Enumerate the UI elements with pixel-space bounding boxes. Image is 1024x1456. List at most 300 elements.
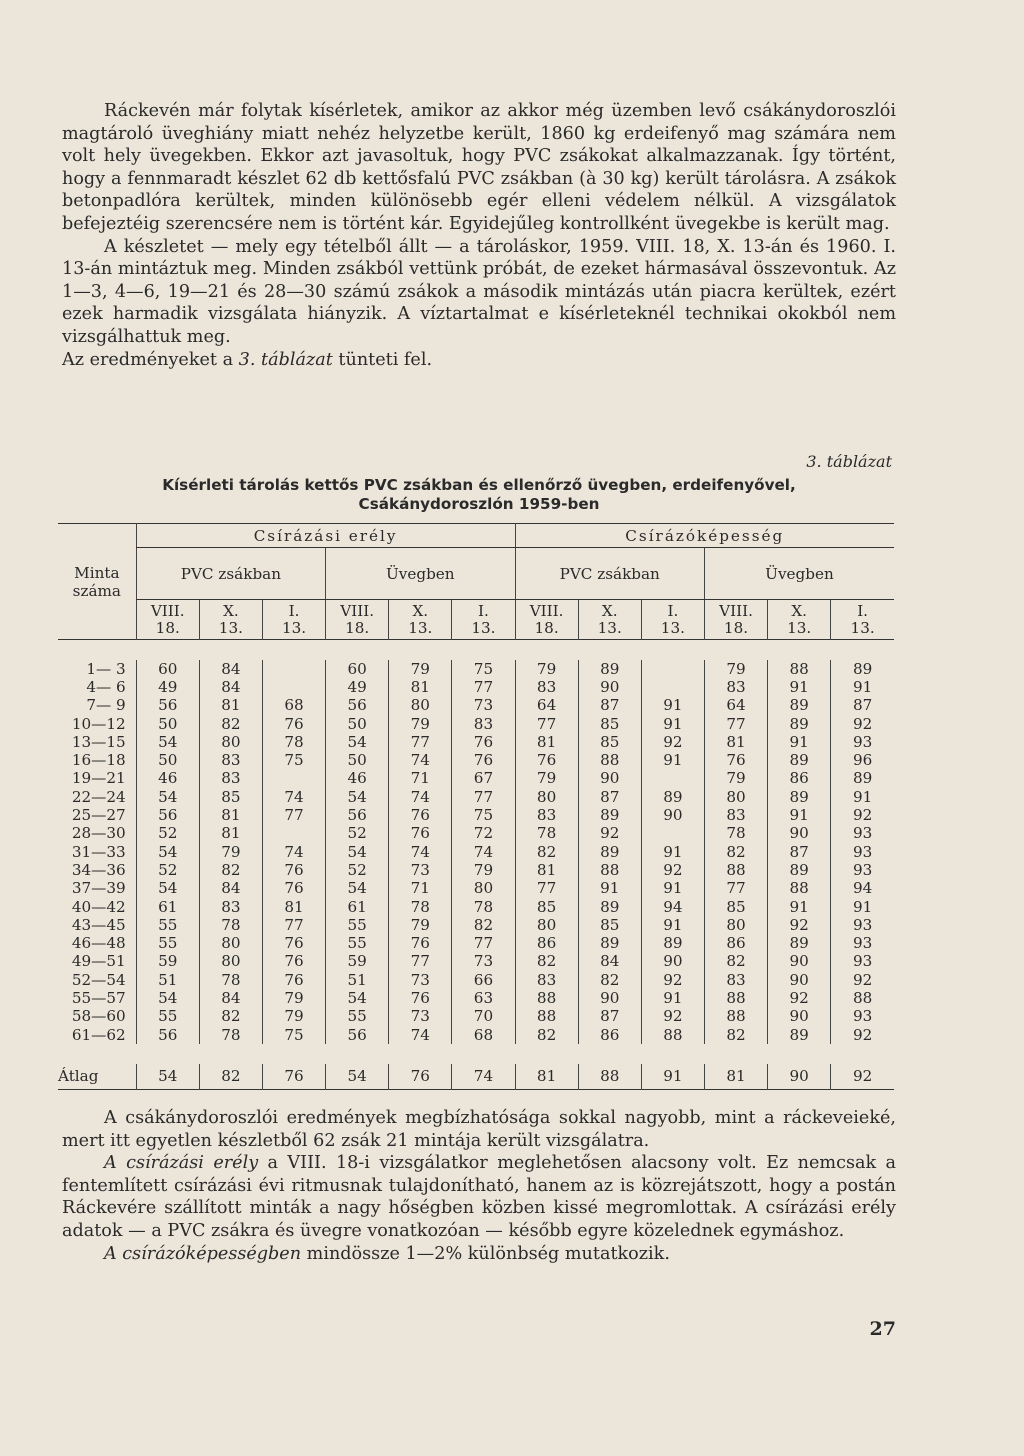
table-cell: 82 (704, 842, 767, 860)
table-cell: 78 (262, 733, 325, 751)
table-cell: 77 (389, 952, 452, 970)
table-cell: 87 (578, 788, 641, 806)
table-cell: 79 (389, 660, 452, 678)
header-date-month: VIII. (340, 601, 375, 620)
table-cell: 52 (326, 861, 389, 879)
table-cell: 78 (452, 897, 515, 915)
table-cell: 78 (199, 1025, 262, 1043)
row-label: 13—15 (71, 732, 126, 751)
table-cell: 79 (262, 1007, 325, 1025)
intro-text (62, 100, 896, 371)
table-cell: 55 (136, 916, 199, 934)
table-cell: 89 (578, 934, 641, 952)
table-cell: 87 (831, 696, 894, 714)
table-cell: 79 (515, 769, 578, 787)
table-cell: 83 (515, 678, 578, 696)
table-cell: 83 (704, 678, 767, 696)
table-cell: 54 (326, 842, 389, 860)
table-cell: 85 (515, 897, 578, 915)
table-cell: 92 (768, 989, 831, 1007)
table-cell: 92 (831, 714, 894, 732)
row-label: 49—51 (71, 952, 126, 971)
table-cell: 78 (389, 897, 452, 915)
table-cell: 90 (768, 952, 831, 970)
table-cell: 78 (199, 916, 262, 934)
table-cell: 51 (136, 971, 199, 989)
header-date-day: 13. (850, 618, 875, 637)
header-minta (58, 524, 136, 600)
table-cell: 88 (515, 1007, 578, 1025)
table-cell: 85 (199, 788, 262, 806)
table-row (58, 751, 894, 769)
table-cell: 84 (199, 678, 262, 696)
row-label: 19—21 (71, 769, 126, 788)
row-label: Átlag (58, 1067, 99, 1086)
table-cell: 46 (326, 769, 389, 787)
header-date-month: I. (667, 601, 679, 620)
header-date-day: 18. (155, 618, 180, 637)
table-caption-line-2: Csákánydoroszlón 1959-ben (358, 495, 600, 513)
table-cell: 56 (136, 696, 199, 714)
table-cell: 54 (136, 989, 199, 1007)
header-date-month: VIII. (719, 601, 753, 620)
table-cell: 82 (704, 1025, 767, 1043)
table-cell: 82 (515, 952, 578, 970)
table-row (58, 916, 894, 934)
table-cell: 52 (136, 861, 199, 879)
table-cell: 81 (515, 733, 578, 751)
table-cell: 71 (389, 879, 452, 897)
header-date-day: 18. (723, 618, 749, 637)
outro-p2-rest: a VIII. 18-i vizsgálatkor meglehetősen alacsony volt. Ez nemcsak a fentemlített csírázási évi ritmusnak tulajdonítható, hanem az is közrejátszott, hogy a postán Ráckevére szállított minták a nagy hőségben közben kissé megromlottak. A csírázási erély adatok — a PVC zsákra és üvegre vonatkozóan — később egyre közelednek egymáshoz. (62, 1153, 897, 1241)
table-cell: 54 (136, 733, 199, 751)
table-row (58, 1007, 894, 1025)
page-number: 27 (869, 1318, 896, 1340)
table-cell (641, 660, 704, 678)
table-cell: 89 (768, 788, 831, 806)
table-cell: 91 (831, 788, 894, 806)
table-cell: 54 (326, 733, 389, 751)
table-cell: 54 (136, 1064, 199, 1090)
table-row (58, 696, 894, 714)
table-cell: 64 (515, 696, 578, 714)
table-cell: 55 (136, 934, 199, 952)
table-cell: 91 (831, 678, 894, 696)
table-cell: 91 (578, 879, 641, 897)
row-label: 40—42 (71, 897, 126, 916)
header-date (578, 600, 641, 640)
header-date-day: 13. (408, 618, 433, 637)
header-date (199, 600, 262, 640)
table-cell: 90 (578, 678, 641, 696)
table-cell: 74 (262, 842, 325, 860)
table-cell: 83 (199, 751, 262, 769)
table-cell: 89 (578, 897, 641, 915)
table-row (58, 714, 894, 732)
table-row (58, 971, 894, 989)
header-minta-spacer (58, 600, 136, 640)
table-cell: 82 (199, 714, 262, 732)
table-cell: 92 (831, 971, 894, 989)
row-label: 25—27 (71, 806, 126, 825)
table-cell: 85 (578, 916, 641, 934)
table-cell: 93 (831, 916, 894, 934)
header-date (262, 600, 325, 640)
table-cell: 94 (831, 879, 894, 897)
header-date-month: I. (288, 601, 300, 620)
table-cell: 91 (831, 897, 894, 915)
table-row (58, 879, 894, 897)
header-date-day: 18. (534, 618, 559, 637)
table-cell: 74 (389, 751, 452, 769)
table-cell: 77 (704, 879, 767, 897)
table-cell: 89 (768, 714, 831, 732)
table-cell: 91 (641, 879, 704, 897)
row-label: 58—60 (71, 1007, 126, 1026)
table-cell: 56 (136, 1025, 199, 1043)
table-cell: 76 (452, 751, 515, 769)
row-label: 28—30 (71, 824, 126, 843)
table-cell: 84 (199, 989, 262, 1007)
table-header (58, 524, 894, 660)
header-date-month: X. (412, 601, 429, 620)
table-cell: 85 (578, 714, 641, 732)
table-cell: 81 (199, 806, 262, 824)
table-cell: 76 (262, 714, 325, 732)
table-cell: 54 (136, 879, 199, 897)
table-cell: 75 (452, 806, 515, 824)
table-cell: 75 (262, 1025, 325, 1043)
table-cell: 87 (578, 696, 641, 714)
table-row (58, 660, 894, 678)
table-cell: 92 (831, 1025, 894, 1043)
table-cell: 77 (704, 714, 767, 732)
table-cell: 77 (452, 678, 515, 696)
table-cell: 80 (199, 934, 262, 952)
table-cell: 90 (768, 971, 831, 989)
table-cell: 67 (452, 769, 515, 787)
table-cell: 78 (704, 824, 767, 842)
table-cell: 76 (389, 934, 452, 952)
table-cell: 76 (262, 971, 325, 989)
table-cell: 85 (704, 897, 767, 915)
table-cell: 59 (326, 952, 389, 970)
table-cell: 83 (199, 769, 262, 787)
table-cell: 76 (262, 861, 325, 879)
header-date (326, 600, 389, 640)
table-cell: 88 (578, 751, 641, 769)
table-cell: 74 (452, 1064, 515, 1090)
header-date (704, 600, 767, 640)
table-cell: 81 (704, 733, 767, 751)
table-cell: 82 (199, 1007, 262, 1025)
table-cell: 72 (452, 824, 515, 842)
table-cell: 54 (326, 788, 389, 806)
table-cell: 89 (831, 769, 894, 787)
table-cell: 86 (515, 934, 578, 952)
table-row (58, 824, 894, 842)
table-cell: 91 (641, 989, 704, 1007)
table-cell: 68 (452, 1025, 515, 1043)
table-cell: 80 (515, 916, 578, 934)
table-cell: 84 (578, 952, 641, 970)
table-cell: 93 (831, 824, 894, 842)
table-cell: 76 (262, 952, 325, 970)
table-cell: 80 (199, 733, 262, 751)
table-cell: 73 (452, 952, 515, 970)
table-cell: 89 (768, 934, 831, 952)
table-row (58, 1064, 894, 1090)
table-cell: 56 (326, 1025, 389, 1043)
table-cell: 56 (326, 806, 389, 824)
table-row (58, 806, 894, 824)
table-cell: 82 (199, 861, 262, 879)
header-date-month: X. (791, 601, 807, 620)
table-cell: 55 (136, 1007, 199, 1025)
header-date (768, 600, 831, 640)
header-sub-uveg-1: Üvegben (326, 548, 515, 600)
header-group-csirazasi-ereley: Csírázási erély (136, 524, 515, 548)
table-cell: 80 (199, 952, 262, 970)
table-row (58, 1025, 894, 1043)
table-row (58, 733, 894, 751)
table-cell: 96 (831, 751, 894, 769)
table-cell: 91 (641, 842, 704, 860)
outro-text (62, 1107, 896, 1265)
table-cell: 92 (831, 1064, 894, 1090)
table-cell (641, 678, 704, 696)
table-cell: 63 (452, 989, 515, 1007)
table-cell: 77 (452, 788, 515, 806)
table-cell: 91 (768, 806, 831, 824)
table-cell: 88 (704, 861, 767, 879)
table-cell: 76 (389, 1064, 452, 1090)
table-cell: 64 (704, 696, 767, 714)
table-cell: 52 (326, 824, 389, 842)
table-cell: 59 (136, 952, 199, 970)
header-minta-line-1: Minta (74, 563, 120, 582)
table-cell: 46 (136, 769, 199, 787)
table-cell: 74 (389, 842, 452, 860)
outro-paragraph-1: A csákánydoroszlói eredmények megbízhatósága sokkal nagyobb, mint a ráckeveieké, mert itt egyetlen készletből 62 zsák 21 mintája került vizsgálatra. (62, 1108, 896, 1151)
header-date-month: VIII. (150, 601, 185, 620)
row-label: 16—18 (71, 751, 126, 770)
header-sub-uveg-2: Üvegben (704, 548, 894, 600)
table-cell: 89 (578, 660, 641, 678)
table-cell: 82 (199, 1064, 262, 1090)
table-cell: 79 (199, 842, 262, 860)
header-date (641, 600, 704, 640)
table-cell: 91 (641, 714, 704, 732)
table-cell: 90 (768, 1007, 831, 1025)
table-cell: 80 (704, 916, 767, 934)
row-label: 61—62 (71, 1025, 126, 1044)
table-row (58, 934, 894, 952)
row-label: 10—12 (71, 714, 126, 733)
table-cell: 50 (136, 751, 199, 769)
table-cell: 74 (389, 1025, 452, 1043)
table-cell: 91 (768, 678, 831, 696)
table-cell: 74 (452, 842, 515, 860)
table-cell (262, 769, 325, 787)
table-cell (641, 824, 704, 842)
table-cell: 77 (389, 733, 452, 751)
table-cell: 89 (768, 751, 831, 769)
outro-paragraph-2 (62, 1152, 896, 1242)
table-cell: 78 (199, 971, 262, 989)
table-cell: 93 (831, 861, 894, 879)
table-cell: 54 (326, 879, 389, 897)
intro-p3-before: Az eredményeket a (62, 349, 239, 370)
table-cell: 87 (578, 1007, 641, 1025)
table-cell: 82 (515, 842, 578, 860)
table-cell: 60 (326, 660, 389, 678)
table-cell: 79 (704, 769, 767, 787)
table-cell: 79 (452, 861, 515, 879)
table-cell: 90 (578, 769, 641, 787)
table-cell: 83 (199, 897, 262, 915)
table-cell: 50 (136, 714, 199, 732)
table-cell: 92 (831, 806, 894, 824)
header-date-day: 13. (660, 618, 685, 637)
table-row (58, 678, 894, 696)
table-cell: 82 (704, 952, 767, 970)
row-label: 37—39 (71, 879, 126, 898)
row-label: 55—57 (71, 988, 126, 1007)
table-cell: 88 (831, 989, 894, 1007)
table-cell: 50 (326, 751, 389, 769)
header-minta-line-2: száma (72, 581, 121, 600)
table-cell: 80 (452, 879, 515, 897)
table-cell: 89 (831, 660, 894, 678)
table-body (58, 660, 894, 1092)
table-cell: 73 (389, 971, 452, 989)
table-cell: 92 (641, 971, 704, 989)
table-cell: 92 (641, 733, 704, 751)
table-cell: 83 (452, 714, 515, 732)
table-cell: 89 (768, 696, 831, 714)
header-date (389, 600, 452, 640)
table-cell: 83 (704, 806, 767, 824)
outro-paragraph-3 (62, 1243, 896, 1266)
header-date-month: VIII. (529, 601, 564, 620)
table-cell: 86 (704, 934, 767, 952)
header-date-day: 13. (218, 618, 243, 637)
table-cell: 73 (389, 1007, 452, 1025)
table-cell: 90 (578, 989, 641, 1007)
header-date-day: 13. (471, 618, 496, 637)
table-cell: 88 (578, 861, 641, 879)
table-cell: 54 (326, 989, 389, 1007)
table-cell: 88 (515, 989, 578, 1007)
table-row (58, 989, 894, 1007)
intro-paragraph-2: A készletet — mely egy tételből állt — a tároláskor, 1959. VIII. 18, X. 13-án és 1960. I. 13-án mintáztuk meg. Minden zsákból vettünk próbát, de ezeket hármasával összevontuk. Az 1—3, 4—6, 19—21 és 28—30 számú zsákok a második mintázás után piacra kerültek, ezért ezek harmadik vizsgálata hiányzik. A víztartalmat e kísérleteknél technikai okokból nem vizsgálhattuk meg. (62, 236, 896, 347)
table-cell: 90 (641, 806, 704, 824)
outro-p3-italic: A csírázóképességben (104, 1243, 302, 1264)
table-cell: 49 (136, 678, 199, 696)
table-cell: 60 (136, 660, 199, 678)
outro-p3-rest: mindössze 1—2% különbség mutatkozik. (301, 1243, 670, 1264)
table-cell: 88 (768, 660, 831, 678)
table-number: 3. táblázat (806, 452, 892, 471)
table-cell: 54 (326, 1064, 389, 1090)
table-cell: 92 (641, 1007, 704, 1025)
table-cell: 77 (262, 806, 325, 824)
table-cell: 82 (452, 916, 515, 934)
table-cell: 77 (262, 916, 325, 934)
row-label: 34—36 (71, 860, 126, 879)
table-cell: 93 (831, 934, 894, 952)
table-cell: 79 (389, 916, 452, 934)
table-cell: 88 (704, 1007, 767, 1025)
table-cell: 49 (326, 678, 389, 696)
table-cell: 68 (262, 696, 325, 714)
table-cell: 73 (389, 861, 452, 879)
table-caption-line-1: Kísérleti tárolás kettős PVC zsákban és ellenőrző üvegben, erdeifenyővel, (162, 476, 796, 494)
table-cell (262, 824, 325, 842)
header-sub-pvc-2: PVC zsákban (515, 548, 704, 600)
header-date-month: X. (223, 601, 239, 620)
table-cell: 76 (262, 1064, 325, 1090)
table-cell: 76 (262, 879, 325, 897)
table-cell: 74 (262, 788, 325, 806)
table-cell: 50 (326, 714, 389, 732)
table-row (58, 897, 894, 915)
table-cell: 80 (389, 696, 452, 714)
table-cell: 61 (326, 897, 389, 915)
table-cell: 92 (578, 824, 641, 842)
table-cell: 75 (452, 660, 515, 678)
header-date-day: 18. (345, 618, 370, 637)
table-cell: 80 (704, 788, 767, 806)
header-date-month: I. (857, 601, 869, 620)
table-row (58, 788, 894, 806)
table-cell: 91 (641, 696, 704, 714)
table-cell: 61 (136, 897, 199, 915)
table-cell: 76 (262, 934, 325, 952)
table-cell: 87 (768, 842, 831, 860)
header-date (831, 600, 894, 640)
header-date-day: 13. (787, 618, 812, 637)
table-cell: 91 (641, 1064, 704, 1090)
table-cell: 77 (515, 879, 578, 897)
row-label: 43—45 (71, 915, 126, 934)
header-date (452, 600, 515, 640)
intro-paragraph-1: Ráckevén már folytak kísérletek, amikor az akkor még üzemben levő csákánydoroszlói magtároló üveghiány miatt nehéz helyzetbe került, 1860 kg erdeifenyő mag számára nem volt hely üvegekben. Ekkor azt javasoltuk, hogy PVC zsákokat alkalmazzanak. Így történt, hogy a fennmaradt készlet 62 db kettősfalú PVC zsákban (à 30 kg) került tárolásra. A zsákok betonpadlóra kerültek, minden különösebb egér elleni védelem nélkül. A vizsgálatok befejeztéig szerencsére nem is történt kár. Egyidejűleg kontrollként üvegekbe is került mag. (62, 101, 896, 234)
table-cell: 93 (831, 733, 894, 751)
header-group-csirazokepesseg: Csírázóképesség (515, 524, 894, 548)
header-date (136, 600, 199, 640)
table-cell: 81 (515, 1064, 578, 1090)
table-cell: 76 (452, 733, 515, 751)
table-cell: 79 (515, 660, 578, 678)
table-cell: 55 (326, 1007, 389, 1025)
row-label: 31—33 (71, 842, 126, 861)
table-cell: 88 (641, 1025, 704, 1043)
table-cell: 88 (704, 989, 767, 1007)
table-cell (262, 660, 325, 678)
table-cell: 91 (641, 751, 704, 769)
table-cell: 89 (641, 788, 704, 806)
table-cell: 85 (578, 733, 641, 751)
table-cell: 86 (768, 769, 831, 787)
table-cell: 90 (768, 824, 831, 842)
intro-p3-italic: 3. táblázat (238, 349, 333, 370)
table-row (58, 952, 894, 970)
table-cell: 82 (515, 1025, 578, 1043)
row-label: 4— 6 (86, 677, 126, 696)
table-cell: 54 (136, 842, 199, 860)
